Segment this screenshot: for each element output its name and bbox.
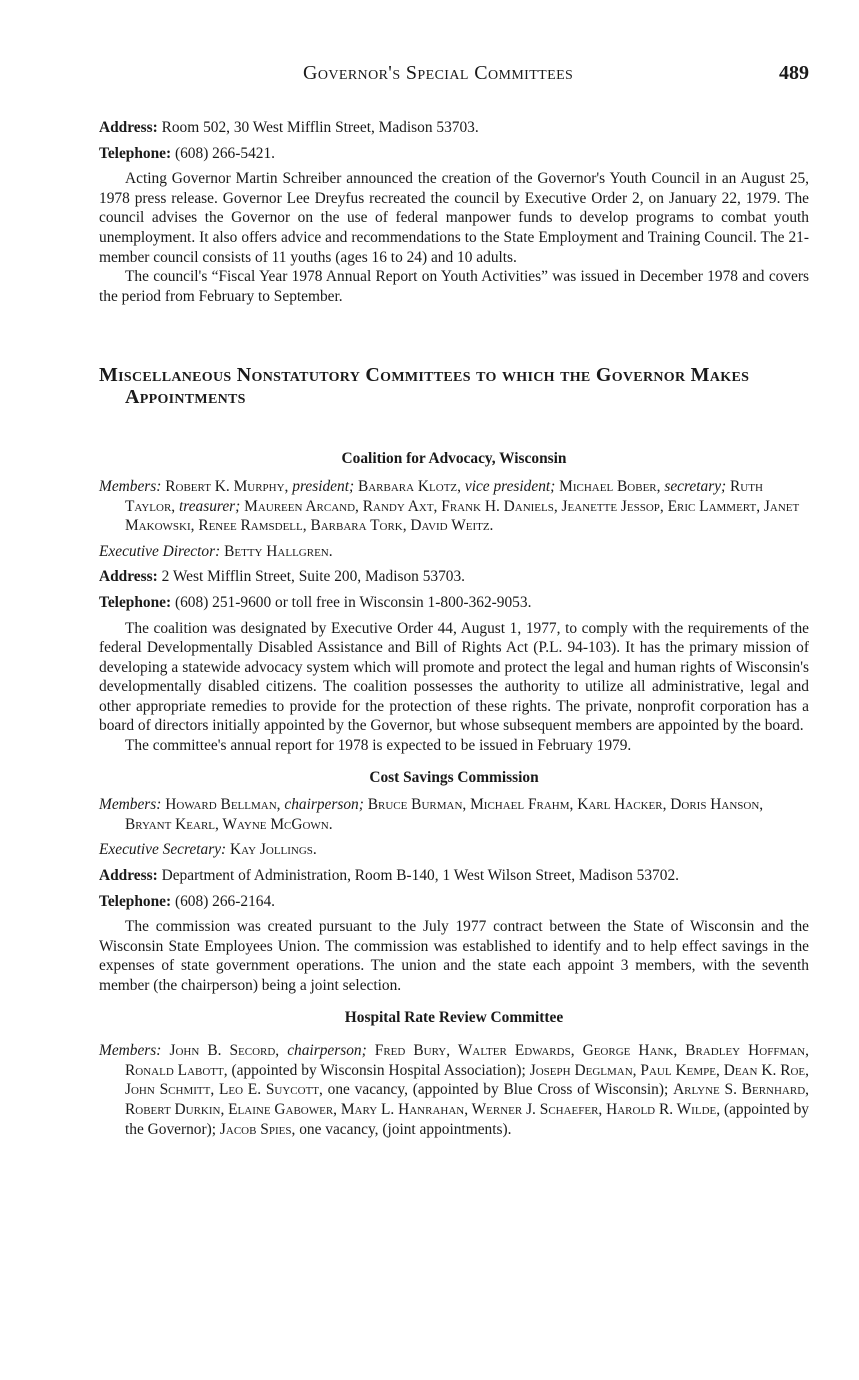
- cost-savings-address: Address: Department of Administration, Room B-140, 1 West Wilson Street, Madison 53702.: [99, 867, 679, 885]
- hospital-title: Hospital Rate Review Committee: [344, 1008, 564, 1026]
- coalition-members: Members: Robert K. Murphy, president; Barbara Klotz, vice president; Michael Bober, secretary; Ruth Taylor, treasurer; Maureen Arcand, Randy Axt, Frank H. Daniels, Jeanette Jessop, Eric Lammert, Janet Makowski, Renee Ramsdell, Barbara Tork, David Weitz.: [99, 477, 800, 535]
- coalition-section: [99, 449, 809, 755]
- running-head: [99, 64, 809, 92]
- page-content: [99, 118, 809, 1139]
- cost-savings-telephone: Telephone: (608) 266-2164.: [99, 892, 276, 910]
- running-title: Governor's Special Committees: [303, 62, 574, 84]
- cost-savings-paragraph-1: The commission was created pursuant to the July 1977 contract between the State of Wisconsin and the Wisconsin State Employees Union. The commission was established to identify and to help effect savings in the expenses of state government operations. The union and the state each appoint 3 members, with the seventh member (the chairperson) being a joint selection.: [99, 918, 809, 994]
- cost-savings-executive-secretary: Executive Secretary: Kay Jollings.: [99, 841, 317, 859]
- youth-council-address: Address: Room 502, 30 West Mifflin Street, Madison 53703.: [99, 119, 479, 136]
- coalition-telephone: Telephone: (608) 251-9600 or toll free in Wisconsin 1-800-362-9053.: [99, 593, 532, 611]
- hospital-members: Members: John B. Secord, chairperson; Fred Bury, Walter Edwards, George Hank, Bradley Hoffman, Ronald Labott, (appointed by Wisconsin Hospital Association); Joseph Deglman, Paul Kempe, Dean K. Roe, John Schmitt, Leo E. Suycott, one vacancy, (appointed by Blue Cross of Wisconsin); Arlyne S. Bernhard, Robert Durkin, Elaine Gabower, Mary L. Hanrahan, Werner J. Schaefer, Harold R. Wilde, (appointed by the Governor); Jacob Spies, one vacancy, (joint appointments).: [99, 1042, 810, 1138]
- coalition-paragraph-1: The coalition was designated by Executive Order 44, August 1, 1977, to comply with the requirements of the federal Developmentally Disabled Assistance and Bill of Rights Act (P.L. 94-103). It has the primary mission of developing a statewide advocacy system which will promote and protect the legal and human rights of Wisconsin's developmentally disabled citizens. The coalition possesses the authority to utilize all administrative, legal and other appropriate remedies to provide for the protection of these rights. The private, nonprofit corporation has a board of directors initially appointed by the Governor, but whose subsequent members are appointed by the board.: [99, 619, 809, 735]
- coalition-paragraph-2: The committee's annual report for 1978 is expected to be issued in February 1979.: [125, 737, 632, 755]
- cost-savings-title: Cost Savings Commission: [369, 768, 539, 786]
- coalition-executive-director: Executive Director: Betty Hallgren.: [99, 542, 333, 560]
- coalition-title: Coalition for Advocacy, Wisconsin: [341, 450, 567, 468]
- cost-savings-section: [99, 768, 809, 996]
- cost-savings-members: Members: Howard Bellman, chairperson; Bruce Burman, Michael Frahm, Karl Hacker, Doris Hanson, Bryant Kearl, Wayne McGown.: [99, 796, 764, 833]
- coalition-address: Address: 2 West Mifflin Street, Suite 200, Madison 53703.: [99, 568, 466, 586]
- youth-council-paragraph-2: The council's “Fiscal Year 1978 Annual Report on Youth Activities” was issued in December 1978 and covers the period from February to September.: [99, 268, 809, 305]
- youth-council-telephone: Telephone: (608) 266-5421.: [99, 144, 276, 162]
- hospital-section: [99, 1008, 809, 1140]
- youth-council-paragraph-1: Acting Governor Martin Schreiber announced the creation of the Governor's Youth Council in an August 25, 1978 press release. Governor Lee Dreyfus recreated the council by Executive Order 2, on January 22, 1979. The council advises the Governor on the use of federal manpower funds to develop programs to combat youth unemployment. It also offers advice and recommendations to the State Employment and Training Council. The 21-member council consists of 11 youths (ages 16 to 24) and 10 adults.: [99, 170, 809, 266]
- page-number: 489: [779, 62, 809, 84]
- section-heading: Miscellaneous Nonstatutory Committees to which the Governor Makes Appointments: [99, 364, 750, 409]
